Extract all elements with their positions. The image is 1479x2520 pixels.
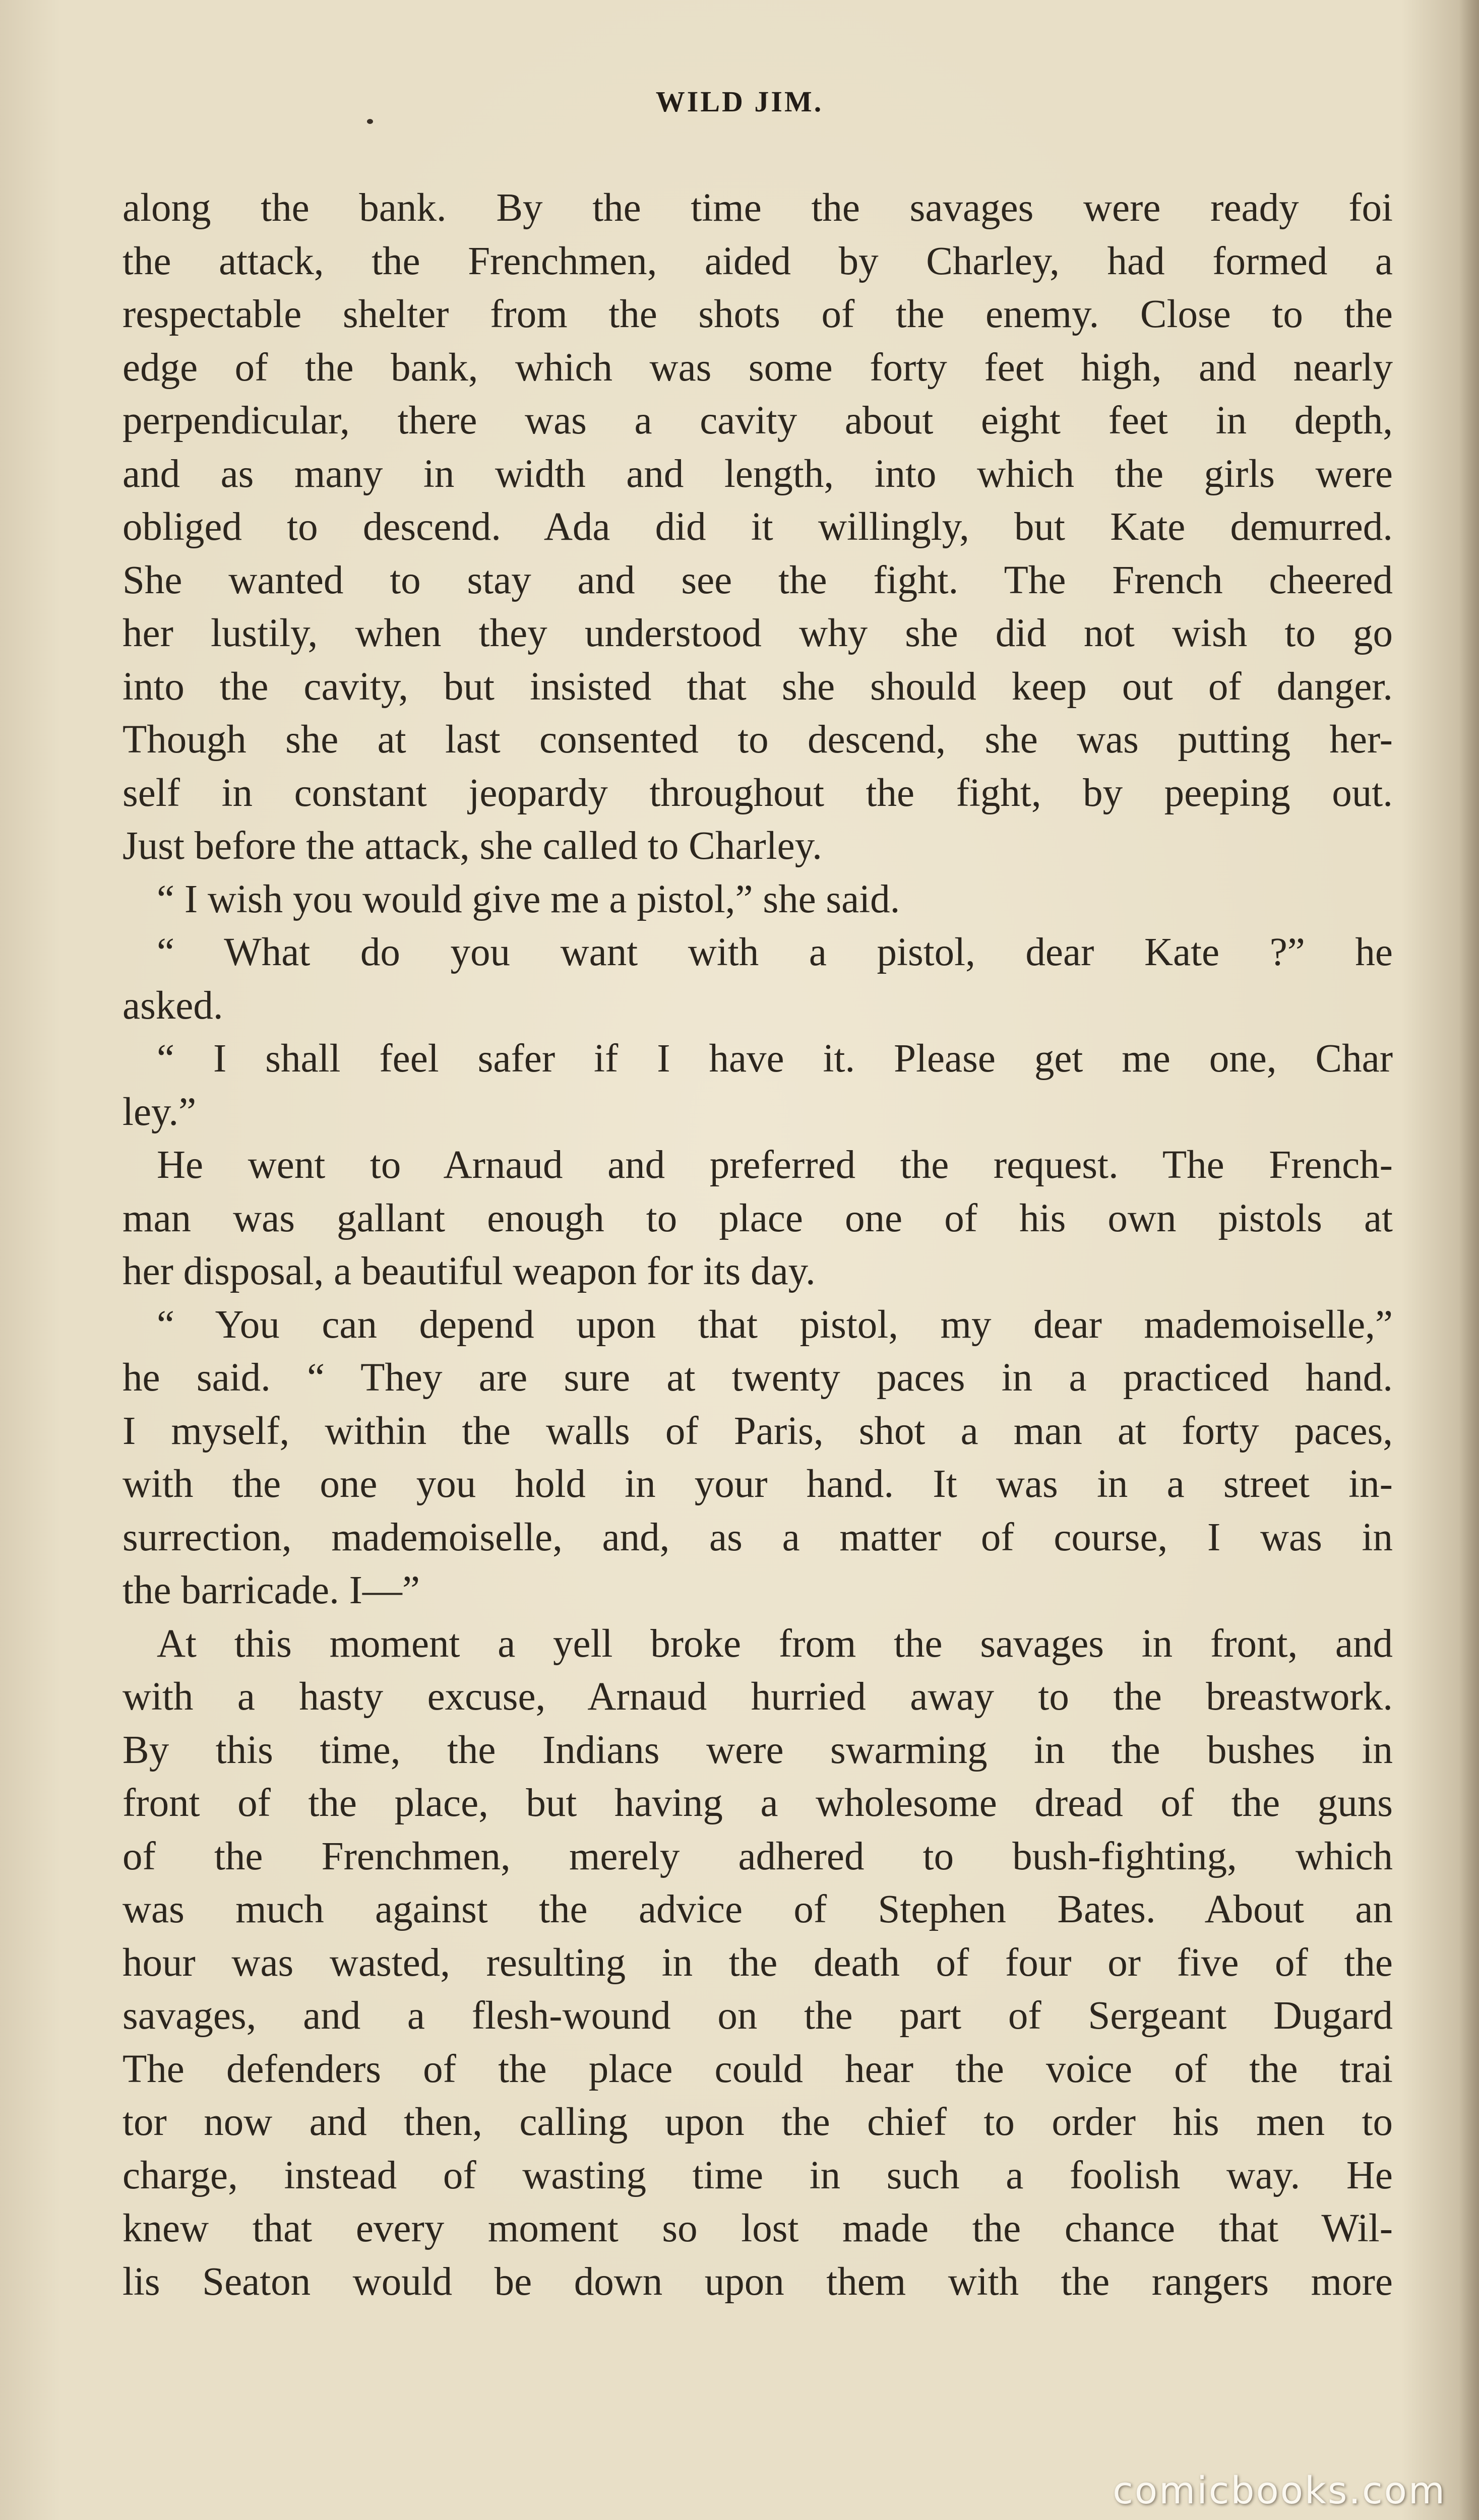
text-line: He went to Arnaud and preferred the request. The French- <box>157 1143 1393 1187</box>
text-line: front of the place, but having a wholesome dread of the guns <box>122 1781 1393 1825</box>
watermark-logo: comicbooks.com <box>1113 2469 1446 2512</box>
text-line: the barricade. I—” <box>122 1568 420 1612</box>
text-line: with the one you hold in your hand. It was in a street in- <box>122 1462 1393 1506</box>
text-line: edge of the bank, which was some forty feet high, and nearly <box>122 345 1393 390</box>
text-line: lis Seaton would be down upon them with the rangers more <box>122 2259 1393 2304</box>
text-line: self in constant jeopardy throughout the fight, by peeping out. <box>122 771 1393 815</box>
text-line: of the Frenchmen, merely adhered to bush-fighting, which <box>122 1834 1393 1878</box>
text-line: At this moment a yell broke from the savages in front, and <box>157 1621 1393 1666</box>
text-line: tor now and then, calling upon the chief to order his men to <box>122 2100 1393 2144</box>
ink-speck <box>367 119 373 124</box>
text-line: perpendicular, there was a cavity about eight feet in depth, <box>122 399 1393 443</box>
text-line: was much against the advice of Stephen Bates. About an <box>122 1887 1393 1931</box>
text-line: with a hasty excuse, Arnaud hurried away to the breastwork. <box>122 1675 1393 1719</box>
running-head: WILD JIM. <box>655 85 824 118</box>
text-line: hour was wasted, resulting in the death of four or five of the <box>122 1940 1393 1985</box>
body-text <box>122 181 1393 2308</box>
text-line: The defenders of the place could hear the voice of the trai <box>122 2047 1393 2091</box>
text-line: obliged to descend. Ada did it willingly, but Kate demurred. <box>122 505 1393 549</box>
text-line: “ What do you want with a pistol, dear Kate ?” he <box>157 930 1393 974</box>
page-edge-shadow <box>1459 0 1479 2520</box>
text-line: man was gallant enough to place one of his own pistols at <box>122 1196 1393 1240</box>
text-line: into the cavity, but insisted that she should keep out of danger. <box>122 664 1393 709</box>
text-line: respectable shelter from the shots of the enemy. Close to the <box>122 292 1393 336</box>
text-line: her lustily, when they understood why she did not wish to go <box>122 611 1393 655</box>
text-line: ley.” <box>122 1090 197 1134</box>
text-line: I myself, within the walls of Paris, shot a man at forty paces, <box>122 1409 1393 1453</box>
text-line: asked. <box>122 983 223 1028</box>
text-line: “ I wish you would give me a pistol,” she said. <box>157 877 900 921</box>
text-line: knew that every moment so lost made the chance that Wil- <box>122 2207 1393 2250</box>
text-line: Though she at last consented to descend, she was putting her- <box>122 718 1393 762</box>
text-line: the attack, the Frenchmen, aided by Charley, had formed a <box>122 239 1393 283</box>
text-line: By this time, the Indians were swarming in the bushes in <box>122 1728 1393 1772</box>
text-line: along the bank. By the time the savages were ready foi <box>122 186 1393 230</box>
text-line: and as many in width and length, into which the girls were <box>122 452 1393 496</box>
text-line: surrection, mademoiselle, and, as a matter of course, I was in <box>122 1515 1393 1559</box>
text-line: “ I shall feel safer if I have it. Please get me one, Char <box>157 1037 1393 1081</box>
text-line: “ You can depend upon that pistol, my dear mademoiselle,” <box>157 1302 1393 1347</box>
text-line: Just before the attack, she called to Charley. <box>122 824 822 868</box>
text-line: her disposal, a beautiful weapon for its day. <box>122 1249 816 1293</box>
text-line: charge, instead of wasting time in such a foolish way. He <box>122 2153 1393 2197</box>
text-line: She wanted to stay and see the fight. The French cheered <box>122 558 1393 602</box>
text-line: savages, and a flesh-wound on the part of Sergeant Dugard <box>122 1994 1393 2038</box>
text-line: he said. “ They are sure at twenty paces in a practiced hand. <box>122 1356 1393 1400</box>
